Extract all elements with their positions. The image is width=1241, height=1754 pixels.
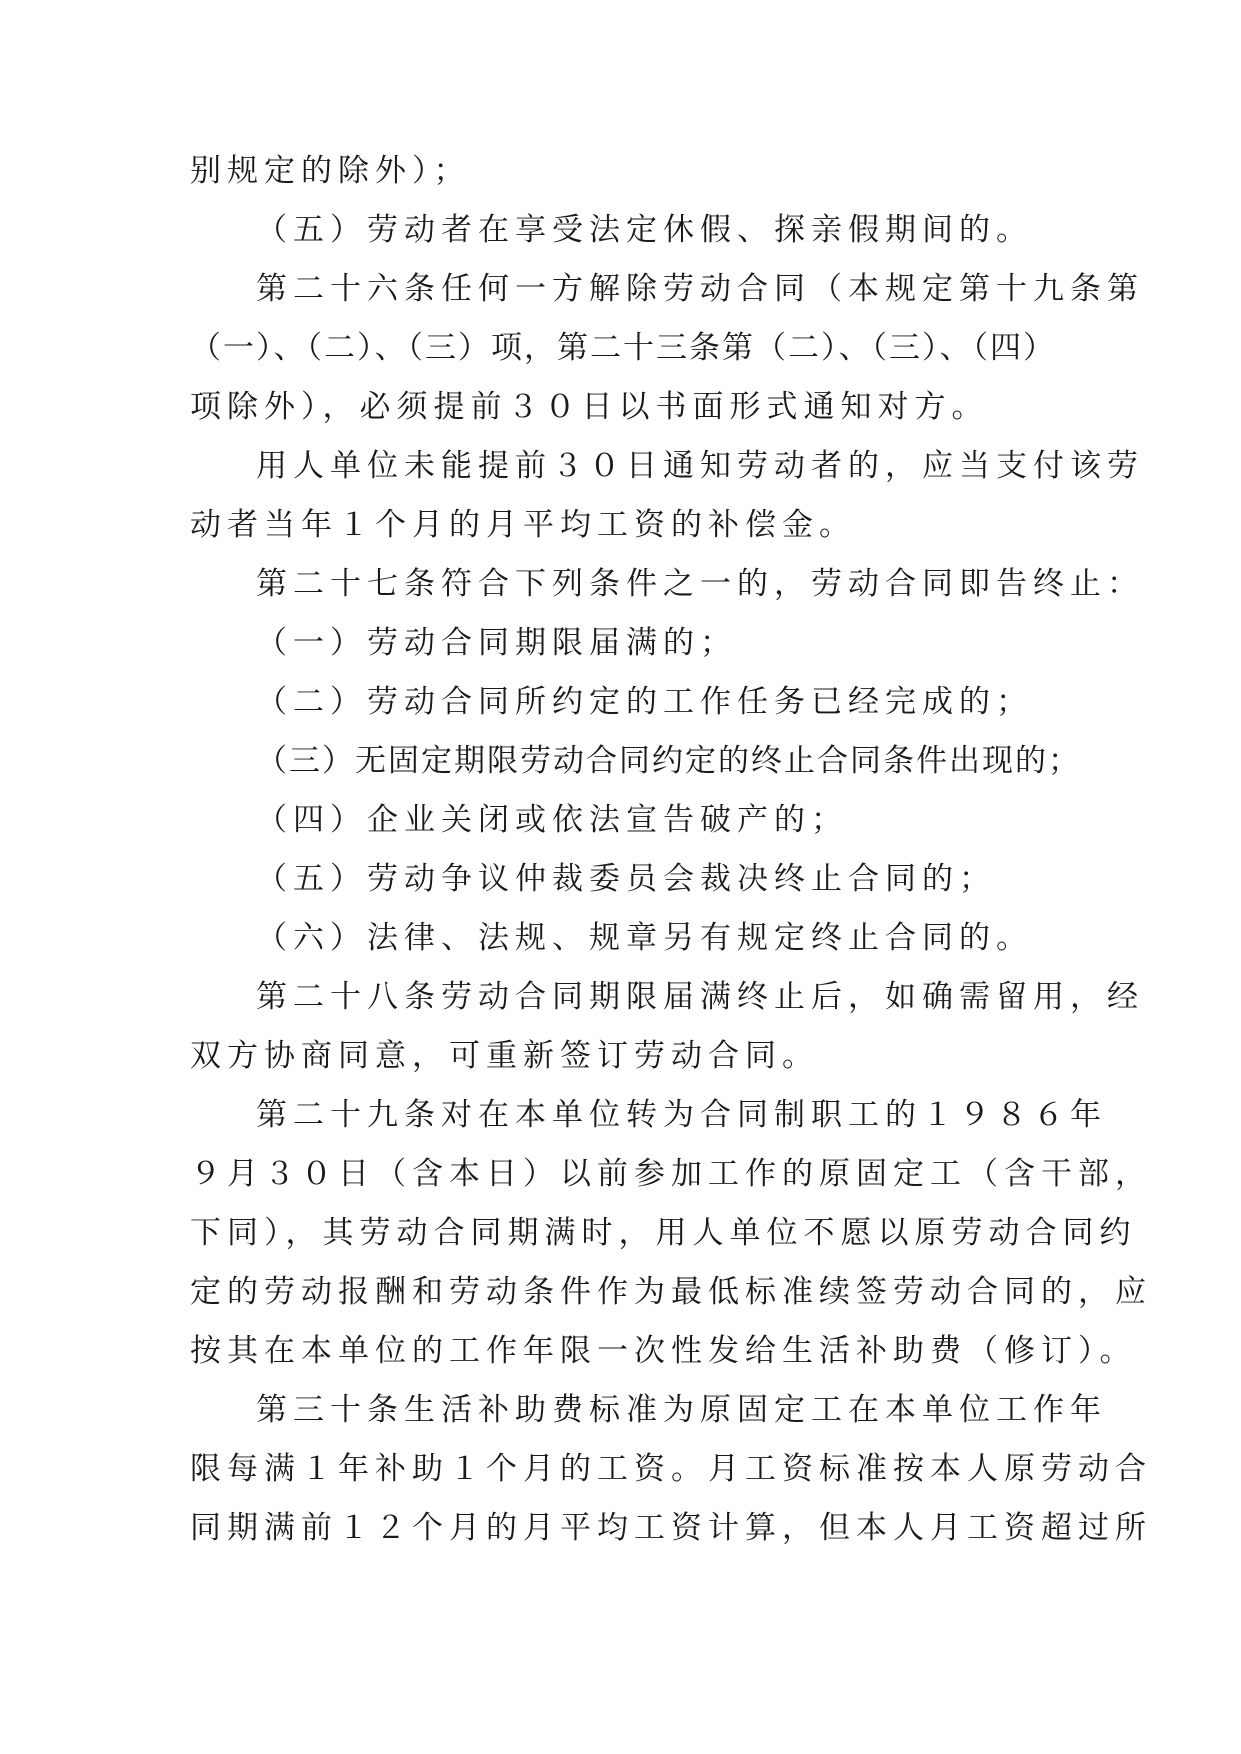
text-line: （五）劳动者在享受法定休假、探亲假期间的。 xyxy=(256,212,1033,248)
text-line: （二）劳动合同所约定的工作任务已经完成的； xyxy=(256,684,1033,720)
text-line: 第二十九条对在本单位转为合同制职工的１９８６年 xyxy=(256,1097,1107,1133)
text-line: 用人单位未能提前３０日通知劳动者的，应当支付该劳 xyxy=(256,448,1144,484)
text-line: 别规定的除外）； xyxy=(190,153,471,189)
text-line: 双方协商同意，可重新签订劳动合同。 xyxy=(190,1038,819,1074)
text-line: 第二十六条任何一方解除劳动合同（本规定第十九条第 xyxy=(256,271,1144,307)
text-line: 动者当年１个月的月平均工资的补偿金。 xyxy=(190,507,856,543)
text-line: 项除外），必须提前３０日以书面形式通知对方。 xyxy=(190,389,989,425)
text-line: 第二十七条符合下列条件之一的，劳动合同即告终止： xyxy=(256,566,1144,602)
text-line: （六）法律、法规、规章另有规定终止合同的。 xyxy=(256,920,1033,956)
text-line: 第三十条生活补助费标准为原固定工在本单位工作年 xyxy=(256,1392,1107,1428)
text-line: （五）劳动争议仲裁委员会裁决终止合同的； xyxy=(256,861,996,897)
text-line: 按其在本单位的工作年限一次性发给生活补助费（修订）。 xyxy=(190,1333,1137,1369)
text-line: 下同），其劳动合同期满时，用人单位不愿以原劳动合同约 xyxy=(190,1215,1137,1251)
text-line: ９月３０日（含本日）以前参加工作的原固定工（含干部， xyxy=(190,1156,1152,1192)
text-line: 第二十八条劳动合同期限届满终止后，如确需留用，经 xyxy=(256,979,1144,1015)
text-line: （三）无固定期限劳动合同约定的终止合同条件出现的； xyxy=(256,743,1081,779)
text-line: （一）、（二）、（三）项，第二十三条第（二）、（三）、（四） xyxy=(190,330,1056,366)
text-line: （四）企业关闭或依法宣告破产的； xyxy=(256,802,848,838)
text-line: 同期满前１２个月的月平均工资计算，但本人月工资超过所 xyxy=(190,1510,1152,1546)
text-line: 限每满１年补助１个月的工资。月工资标准按本人原劳动合 xyxy=(190,1451,1152,1487)
text-line: 定的劳动报酬和劳动条件作为最低标准续签劳动合同的，应 xyxy=(190,1274,1152,1310)
text-line: （一）劳动合同期限届满的； xyxy=(256,625,737,661)
